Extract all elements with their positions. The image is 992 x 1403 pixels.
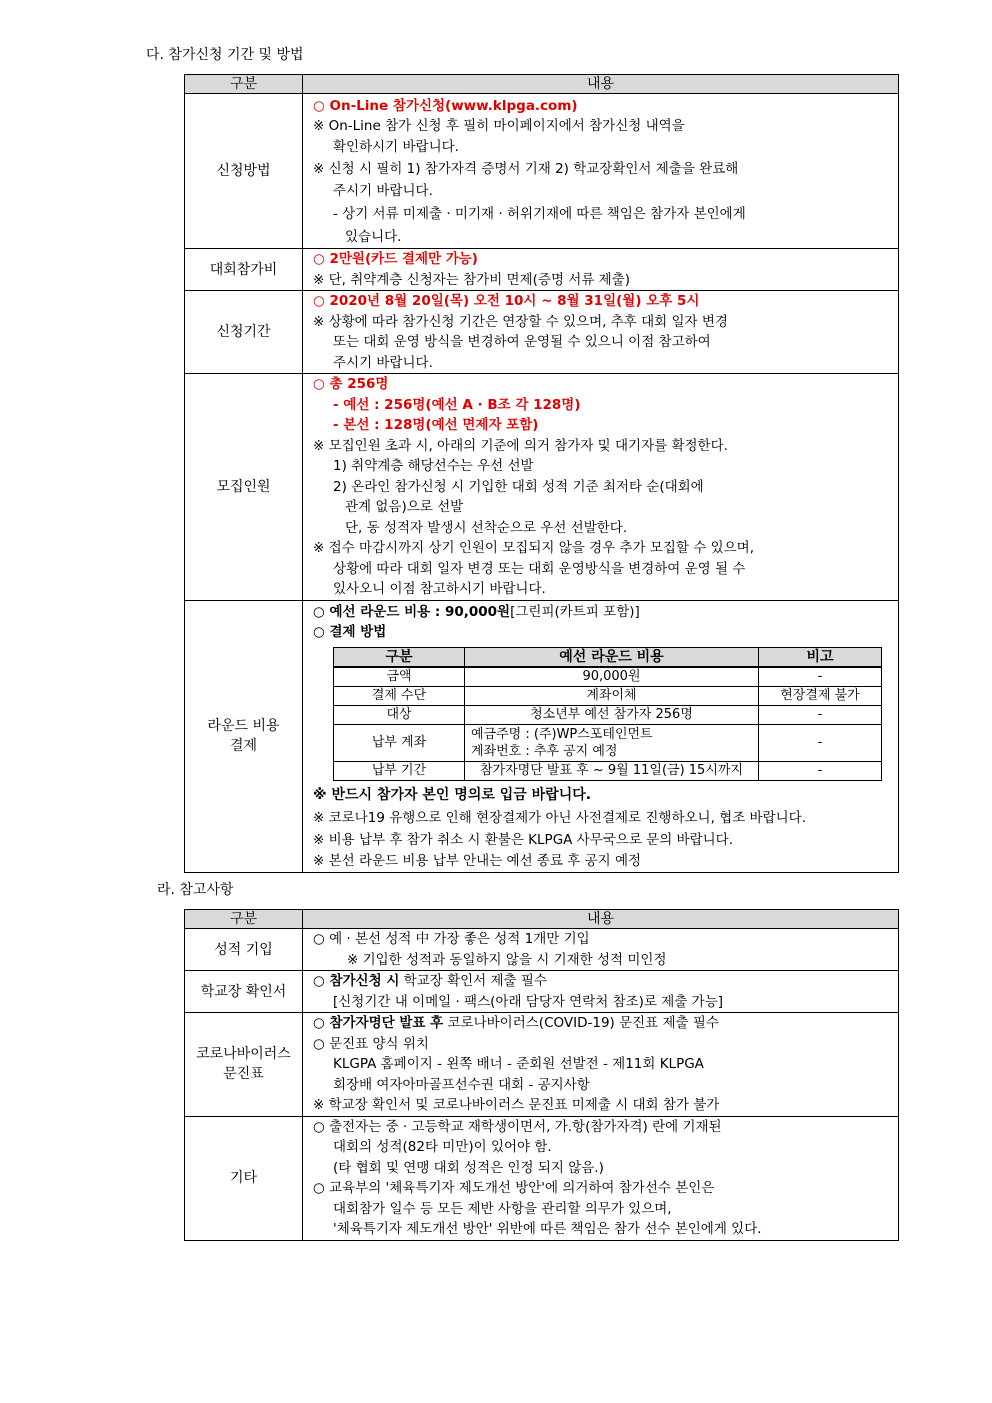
sub-header-category: 구분	[334, 647, 465, 667]
row-fee	[185, 249, 899, 291]
period-line-3: 또는 대회 운영 방식을 변경하여 운영될 수 있으니 이점 참고하여	[333, 334, 711, 350]
ref-header-category: 구분	[185, 910, 303, 929]
principal-line-2: [신청기간 내 이메일 · 팩스(아래 담당자 연락처 참조)로 제출 가능]	[333, 993, 724, 1010]
period-line-1: ○ 2020년 8월 20일(목) 오전 10시 ~ 8월 31일(월) 오후 5시	[313, 293, 700, 309]
method-line-6: - 상기 서류 미제출 · 미기재 · 허위기재에 따른 책임은 참가자 본인에게	[333, 206, 746, 222]
label-covid-2: 문진표	[223, 1066, 264, 1083]
method-line-3: 확인하시기 바랍니다.	[333, 139, 459, 155]
fee-line-2: ※ 단, 취약계층 신청자는 참가비 면제(증명 서류 제출)	[313, 271, 630, 288]
label-principal: 학교장 확인서	[185, 971, 303, 1013]
method-line-2: ※ On-Line 참가 신청 후 필히 마이페이지에서 참가신청 내역을	[313, 118, 685, 134]
recruit-line-1: ○ 총 256명	[313, 376, 389, 392]
header-content: 내용	[303, 75, 899, 94]
row-period	[185, 291, 899, 374]
sub-header-note: 비고	[759, 647, 882, 667]
row-etc	[185, 1116, 899, 1240]
etc-line-5: 대회참가 일수 등 모든 제반 사항을 관리할 의무가 있으며,	[333, 1200, 672, 1217]
recruit-line-11: 있사오니 이점 참고하시기 바랍니다.	[333, 581, 546, 597]
round-note-3: ※ 비용 납부 후 참가 취소 시 환불은 KLPGA 사무국으로 문의 바랍니다.	[313, 831, 734, 848]
section-d-title: 라. 참고사항	[157, 882, 234, 898]
recruit-line-4: ※ 모집인원 초과 시, 아래의 기준에 의거 참가자 및 대기자를 확정한다.	[313, 437, 728, 454]
sub-row-method: 결제 수단 계좌이체 현장결제 불가	[334, 686, 882, 705]
covid-line-2: ○ 문진표 양식 위치	[313, 1035, 429, 1052]
score-line-1: ○ 예 · 본선 성적 中 가장 좋은 성적 1개만 기입	[313, 931, 590, 947]
ref-header-content: 내용	[303, 910, 899, 929]
period-line-2: ※ 상황에 따라 참가신청 기간은 연장할 수 있으며, 추후 대회 일자 변경	[313, 313, 728, 330]
sub-row-deadline: 납부 기간 참가자명단 발표 후 ~ 9월 11일(금) 15시까지 -	[334, 761, 882, 780]
label-fee: 대회참가비	[185, 249, 303, 291]
round-note-1: ※ 반드시 참가자 본인 명의로 입금 바랍니다.	[313, 786, 592, 803]
method-line-7: 있습니다.	[345, 229, 402, 245]
row-round-cost	[185, 600, 899, 872]
recruit-line-2: - 예선 : 256명(예선 A · B조 각 128명)	[333, 396, 581, 413]
recruit-line-5: 1) 취약계층 해당선수는 우선 선발	[333, 458, 534, 474]
reference-table	[184, 909, 899, 1241]
row-recruit	[185, 374, 899, 601]
round-note-4: ※ 본선 라운드 비용 납부 안내는 예선 종료 후 공지 예정	[313, 852, 642, 869]
covid-line-4: 회장배 여자아마골프선수권 대회 - 공지사항	[333, 1076, 590, 1093]
round-line-2: ○ 결제 방법	[313, 624, 387, 640]
row-covid	[185, 1013, 899, 1117]
etc-line-6: '체육특기자 제도개선 방안' 위반에 따른 책임은 참가 선수 본인에게 있다.	[333, 1221, 762, 1237]
sub-row-target: 대상 청소년부 예선 참가자 256명 -	[334, 705, 882, 724]
recruit-line-8: 단, 동 성적자 발생시 선착순으로 우선 선발한다.	[345, 519, 628, 536]
label-method: 신청방법	[185, 94, 303, 249]
method-line-5: 주시기 바랍니다.	[333, 183, 433, 199]
etc-line-4: ○ 교육부의 '체육특기자 제도개선 방안'에 의거하여 참가선수 본인은	[313, 1180, 715, 1196]
recruit-line-6: 2) 온라인 참가신청 시 기입한 대회 성적 기준 최저타 순(대회에	[333, 478, 704, 495]
etc-line-1: ○ 출전자는 중 · 고등학교 재학생이면서, 가.항(참가자격) 란에 기재된	[313, 1118, 722, 1135]
etc-line-3: (타 협회 및 연맹 대회 성적은 인정 되지 않음.)	[333, 1159, 604, 1176]
covid-line-1: ○ 참가자명단 발표 후 코로나바이러스(COVID-19) 문진표 제출 필수	[313, 1015, 719, 1031]
label-recruit: 모집인원	[185, 374, 303, 601]
label-round-cost-2: 결제	[229, 738, 258, 754]
recruit-line-7: 관계 없음)으로 선발	[345, 499, 464, 515]
sub-row-amount: 금액 90,000원 -	[334, 667, 882, 687]
principal-line-1: ○ 참가신청 시 학교장 확인서 제출 필수	[313, 973, 547, 989]
label-etc: 기타	[185, 1116, 303, 1240]
recruit-line-9: ※ 접수 마감시까지 상기 인원이 모집되지 않을 경우 추가 모집할 수 있으며,	[313, 540, 754, 556]
fee-line-1: ○ 2만원(카드 결제만 가능)	[313, 251, 478, 267]
method-line-1: ○ On-Line 참가신청(www.klpga.com)	[313, 98, 578, 114]
period-line-4: 주시기 바랍니다.	[333, 354, 433, 371]
label-period: 신청기간	[185, 291, 303, 374]
row-method	[185, 94, 899, 249]
recruit-line-3: - 본선 : 128명(예선 면제자 포함)	[333, 417, 539, 433]
method-line-4: ※ 신청 시 필히 1) 참가자격 증명서 기재 2) 학교장확인서 제출을 완료해	[313, 161, 739, 177]
row-principal	[185, 971, 899, 1013]
sub-header-cost: 예선 라운드 비용	[465, 647, 759, 667]
label-round-cost-1: 라운드 비용	[207, 718, 280, 734]
covid-line-3: KLGPA 홈페이지 - 왼쪽 배너 - 준회원 선발전 - 제11회 KLPGA	[333, 1056, 704, 1072]
round-line-1: ○ 예선 라운드 비용 : 90,000원[그린피(카트피 포함)]	[313, 603, 640, 620]
covid-line-5: ※ 학교장 확인서 및 코로나바이러스 문진표 미제출 시 대회 참가 불가	[313, 1097, 720, 1113]
payment-subtable	[333, 647, 882, 781]
sub-row-account: 납부 계좌 예금주명 : (주)WP스포테인먼트 계좌번호 : 추후 공지 예정 -	[334, 724, 882, 761]
score-line-2: ※ 기입한 성적과 동일하지 않을 시 기재한 성적 미인정	[347, 951, 667, 968]
section-c-title: 다. 참가신청 기간 및 방법	[146, 47, 304, 63]
etc-line-2: 대회의 성적(82타 미만)이 있어야 함.	[333, 1139, 552, 1155]
label-score: 성적 기입	[185, 929, 303, 971]
row-score	[185, 929, 899, 971]
application-table	[184, 74, 899, 873]
recruit-line-10: 상황에 따라 대회 일자 변경 또는 대회 운영방식을 변경하여 운영 될 수	[333, 560, 746, 577]
header-category: 구분	[185, 75, 303, 94]
round-note-2: ※ 코로나19 유행으로 인해 현장결제가 아닌 사전결제로 진행하오니, 협조 바랍니다.	[313, 809, 807, 826]
label-covid-1: 코로나바이러스	[196, 1046, 291, 1063]
